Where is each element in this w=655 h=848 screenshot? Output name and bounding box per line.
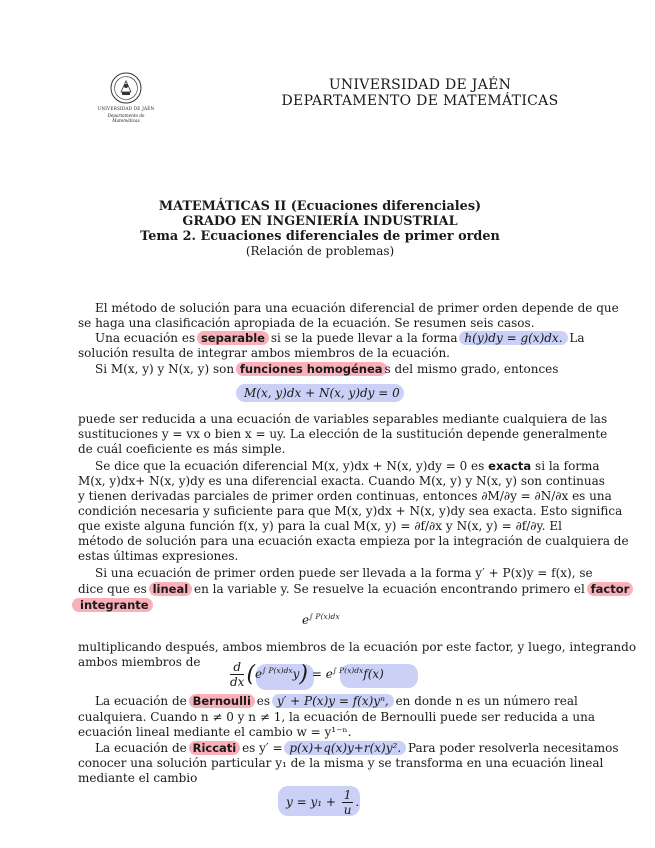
document-title	[110, 199, 530, 259]
term-bernoulli: Bernoulli	[189, 694, 255, 708]
text-span: es y′ =	[242, 741, 283, 755]
paragraph-line: de cuál coeficiente es más simple.	[78, 442, 286, 456]
period: .	[355, 795, 360, 809]
text-span: La	[569, 331, 585, 345]
text-span: La ecuación de	[95, 741, 187, 755]
term-linear: lineal	[149, 582, 193, 596]
riccati-line	[78, 741, 619, 756]
text-span: Una ecuación es	[95, 331, 196, 345]
paragraph-line: y tienen derivadas parciales de primer orden continuas, entonces ∂M/∂y = ∂N/∂x es una	[78, 489, 612, 503]
text-span: si la forma	[535, 459, 600, 473]
linear-line	[78, 582, 630, 597]
logo-department-text: Departamento de Matemáticas	[107, 113, 145, 123]
equals-sign: =	[311, 667, 322, 681]
paragraph-line: conocer una solución particular y₁ de la misma y se transforma en una ecuación lineal	[78, 756, 604, 770]
paragraph-line: método de solución para una ecuación exacta empieza por la integración de cualquiera de	[78, 534, 629, 548]
function-f: f(x)	[363, 667, 384, 681]
fraction-denominator: dx	[230, 675, 245, 689]
logo-university-text: UNIVERSIDAD DE JAÉN	[97, 106, 155, 111]
riccati-equation: p(x)+q(x)y+r(x)y².	[284, 741, 406, 755]
university-seal-icon	[110, 72, 142, 104]
text-span: si se la puede llevar a la forma	[270, 331, 458, 345]
university-logo	[96, 72, 156, 123]
paragraph-line: mediante el cambio	[78, 771, 198, 785]
paragraph-line: se haga una clasificación apropiada de la ecuación. Se resumen seis casos.	[78, 316, 535, 330]
paragraph-line: El método de solución para una ecuación diferencial de primer orden depende de que	[95, 301, 619, 315]
paragraph-line: ambos miembros de	[78, 655, 201, 669]
text-span: La ecuación de	[95, 694, 187, 708]
paragraph-line: ecuación lineal mediante el cambio w = y¹⁻ⁿ.	[78, 725, 352, 739]
text-span: en donde n es un número real	[395, 694, 578, 708]
text-span: s del mismo grado, entonces	[384, 362, 559, 376]
paragraph-line: estas últimas expresiones.	[78, 549, 239, 563]
course-title: MATEMÁTICAS II (Ecuaciones diferenciales)	[158, 199, 482, 214]
factor-base: e	[302, 613, 310, 627]
fraction-numerator: 1	[343, 788, 352, 802]
term-integrante: integrante	[72, 598, 153, 612]
paragraph-line: que existe alguna función f(x, y) para la cual M(x, y) = ∂f/∂x y N(x, y) = ∂f/∂y. El	[78, 519, 562, 533]
university-name: UNIVERSIDAD DE JAÉN	[328, 77, 512, 93]
separable-line	[78, 331, 585, 346]
text-span: es	[256, 694, 271, 708]
paragraph-line: sustituciones y = vx o bien x = uy. La elección de la sustitución depende generalmente	[78, 427, 608, 441]
document-subtitle: (Relación de problemas)	[245, 244, 395, 258]
term-exact: exacta	[488, 459, 532, 473]
bernoulli-line	[78, 694, 578, 709]
paragraph-line: M(x, y)dx+ N(x, y)dy es una diferencial exacta. Cuando M(x, y) y N(x, y) son continuas	[78, 474, 605, 488]
topic-title: Tema 2. Ecuaciones diferenciales de primer orden	[140, 229, 500, 244]
fraction-numerator: d	[230, 660, 244, 675]
exp-base: e	[255, 667, 263, 681]
riccati-substitution	[286, 788, 359, 817]
text-span: Para poder resolverla necesitamos	[407, 741, 619, 755]
exact-line	[78, 459, 600, 474]
fraction-denominator: u	[343, 803, 352, 817]
paragraph-line: puede ser reducida a una ecuación de variables separables mediante cualquiera de las	[78, 412, 608, 426]
derivative-fraction	[230, 660, 244, 689]
variable-y: y	[292, 667, 300, 681]
homogeneous-line	[78, 362, 562, 377]
paragraph-line: solución resulta de integrar ambos miembros de la ecuación.	[78, 346, 450, 360]
exp-exponent: ∫ P(x)dx	[262, 666, 293, 675]
term-separable: separable	[197, 331, 269, 345]
text-span: en la variable y. Se resuelve la ecuación encontrando primero el	[193, 582, 585, 596]
term-homogeneous: funciones homogénea	[236, 362, 387, 376]
paragraph-line: Si una ecuación de primer orden puede ser llevada a la forma y′ + P(x)y = f(x), se	[95, 566, 593, 580]
bernoulli-equation: y′ + P(x)y = f(x)yⁿ,	[272, 694, 394, 708]
text-span: Se dice que la ecuación diferencial M(x, y)dx + N(x, y)dy = 0 es	[95, 459, 485, 473]
text-span: Si M(x, y) y N(x, y) son	[95, 362, 235, 376]
linear-equation: $\frac{d}{dx}$ $(e^{\int P(x)dx}y) = e^{\int P(x)dx}f(x)$	[230, 660, 384, 689]
term-riccati: Riccati	[189, 741, 241, 755]
text-span: dice que es	[78, 582, 147, 596]
factor-exponent: ∫ P(x)dx	[309, 612, 340, 621]
exp-base: e	[325, 667, 333, 681]
department-name: DEPARTAMENTO DE MATEMÁTICAS	[281, 93, 559, 109]
linear-line-2	[78, 598, 562, 613]
paragraph-line: multiplicando después, ambos miembros de la ecuación por este factor, y luego, integrando	[78, 640, 637, 654]
substitution-lhs: y = y₁ +	[286, 795, 336, 809]
exp-exponent: ∫ P(x)dx	[332, 666, 364, 675]
separable-equation: h(y)dy = g(x)dx.	[459, 331, 567, 345]
homogeneous-equation: M(x, y)dx + N(x, y)dy = 0	[244, 386, 400, 400]
degree-title: GRADO EN INGENIERÍA INDUSTRIAL	[182, 214, 458, 229]
institution-heading	[270, 77, 570, 109]
term-factor: factor	[587, 582, 634, 596]
integrating-factor	[302, 613, 340, 628]
paragraph-line: condición necesaria y suficiente para que M(x, y)dx + N(x, y)dy sea exacta. Esto significa	[78, 504, 623, 518]
paragraph-line: cualquiera. Cuando n ≠ 0 y n ≠ 1, la ecuación de Bernoulli puede ser reducida a una	[78, 710, 596, 724]
substitution-fraction	[342, 788, 354, 817]
